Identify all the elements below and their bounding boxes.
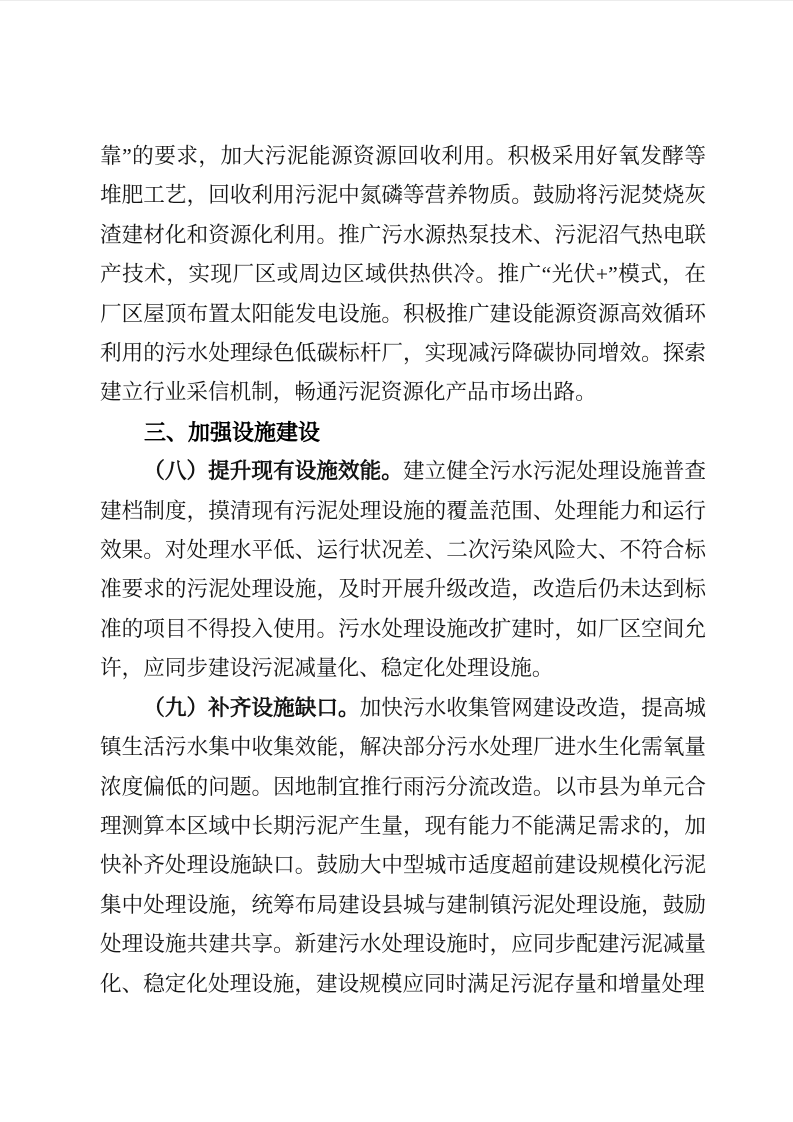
paragraph-8-lead: （八）提升现有设施效能。 xyxy=(143,459,403,484)
paragraph-item-9 xyxy=(100,689,706,1004)
document-text-block xyxy=(100,137,706,1004)
paragraph-8-body: 建立健全污水污泥处理设施普查建档制度，摸清现有污泥处理设施的覆盖范围、处理能力和运行效果。对处理水平低、运行状况差、二次污染风险大、不符合标准要求的污泥处理设施，及时开展升级改造，改造后仍未达到标准的项目不得投入使用。污水处理设施改扩建时，如厂区空间允许，应同步建设污泥减量化、稳定化处理设施。 xyxy=(100,459,706,681)
paragraph-9-body: 加快污水收集管网建设改造，提高城镇生活污水集中收集效能，解决部分污水处理厂进水生化需氧量浓度偏低的问题。因地制宜推行雨污分流改造。以市县为单元合理测算本区域中长期污泥产生量，现有能力不能满足需求的，加快补齐处理设施缺口。鼓励大中型城市适度超前建设规模化污泥集中处理设施，统筹布局建设县城与建制镇污泥处理设施，鼓励处理设施共建共享。新建污水处理设施时，应同步配建污泥减量化、稳定化处理设施，建设规模应同时满足污泥存量和增量处理 xyxy=(100,695,706,996)
paragraph-item-8 xyxy=(100,452,706,688)
paragraph-continuation: 靠”的要求，加大污泥能源资源回收利用。积极采用好氧发酵等堆肥工艺，回收利用污泥中氮磷等营养物质。鼓励将污泥焚烧灰渣建材化和资源化利用。推广污水源热泵技术、污泥沼气热电联产技术，实现厂区或周边区域供热供冷。推广“光伏+”模式，在厂区屋顶布置太阳能发电设施。积极推广建设能源资源高效循环利用的污水处理绿色低碳标杆厂，实现减污降碳协同增效。探索建立行业采信机制，畅通污泥资源化产品市场出路。 xyxy=(100,144,706,405)
paragraph-9-lead: （九）补齐设施缺口。 xyxy=(143,695,360,720)
section-heading-3: 三、加强设施建设 xyxy=(144,419,321,445)
